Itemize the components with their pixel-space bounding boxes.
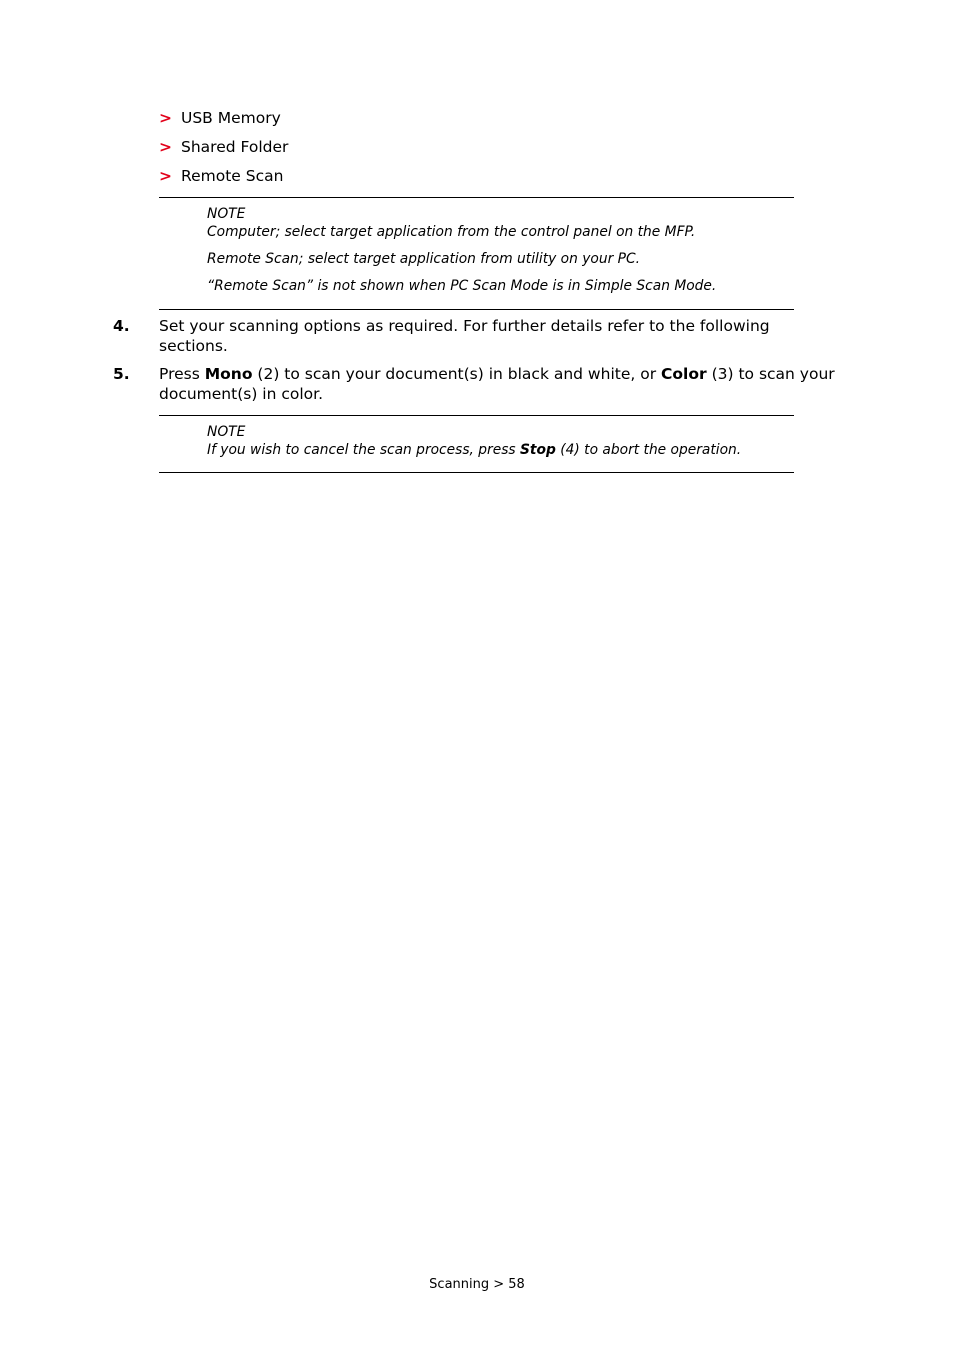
- note-bottom-divider: [159, 472, 794, 473]
- note-heading: NOTE: [207, 424, 246, 440]
- step-text: Set your scanning options as required. For further details refer to the following sections.: [159, 317, 770, 355]
- chevron-right-icon: >: [159, 167, 172, 185]
- chevron-right-icon: >: [159, 138, 172, 156]
- note-text-part: (4) to abort the operation.: [555, 442, 742, 458]
- color-key-label: Color: [661, 365, 707, 383]
- step-text: [159, 365, 839, 404]
- note-top-divider: [159, 415, 794, 416]
- list-item: [159, 167, 283, 185]
- list-item: [159, 109, 281, 127]
- note-line: “Remote Scan” is not shown when PC Scan Mode is in Simple Scan Mode.: [207, 278, 717, 294]
- step-number: 5.: [113, 365, 130, 383]
- note-line: [207, 442, 741, 458]
- note-top-divider: [159, 197, 794, 198]
- stop-key-label: Stop: [519, 442, 556, 458]
- list-item-label: USB Memory: [181, 109, 281, 127]
- chevron-right-icon: >: [159, 109, 172, 127]
- list-item-label: Remote Scan: [181, 167, 284, 185]
- list-item-label: Shared Folder: [181, 138, 289, 156]
- step-text-part: Press: [159, 365, 205, 383]
- note-line: Computer; select target application from the control panel on the MFP.: [207, 224, 696, 240]
- step-text-part: (2) to scan your document(s) in black and white, or: [252, 365, 661, 383]
- step-text-part: (3) to scan your document(s) in color.: [159, 365, 835, 403]
- step-number: 4.: [113, 317, 130, 335]
- note-text-part: If you wish to cancel the scan process, press: [207, 442, 520, 458]
- note-line: Remote Scan; select target application from utility on your PC.: [207, 251, 640, 267]
- list-item: [159, 138, 288, 156]
- note-heading: NOTE: [207, 206, 246, 222]
- note-bottom-divider: [159, 309, 794, 310]
- mono-key-label: Mono: [204, 365, 253, 383]
- page-footer: Scanning > 58: [429, 1277, 525, 1292]
